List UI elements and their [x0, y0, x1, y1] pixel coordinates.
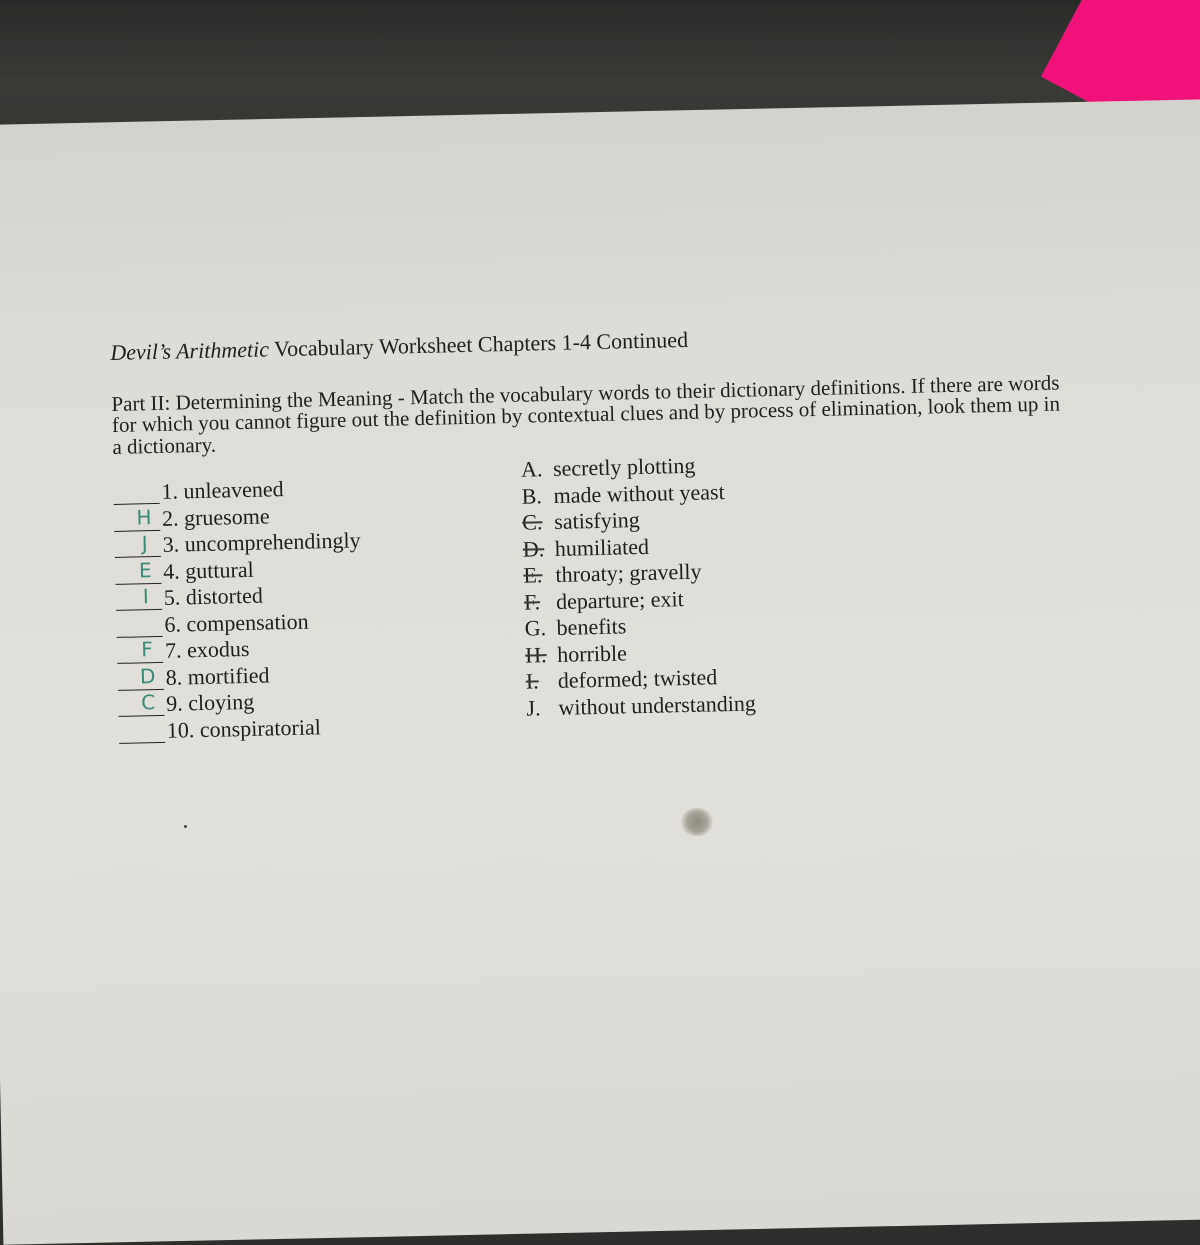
handwritten-answer: E	[138, 557, 152, 583]
handwritten-answer: D	[139, 663, 156, 689]
vocab-word: 4. guttural	[162, 556, 254, 584]
definition-text: humiliated	[554, 533, 650, 561]
vocab-word: 8. mortified	[165, 662, 270, 690]
pencil-dot	[184, 825, 187, 828]
handwritten-answer: C	[140, 690, 156, 715]
answer-blank[interactable]	[119, 742, 165, 744]
definition-letter: C.	[521, 509, 543, 535]
handwritten-answer	[129, 477, 157, 478]
definition-letter: I.	[525, 668, 539, 694]
definition-letter: D.	[522, 535, 545, 562]
definition-text: horrible	[556, 640, 628, 667]
vocab-word: 3. uncomprehendingly	[162, 527, 361, 558]
definition-text: deformed; twisted	[557, 664, 718, 694]
definition-text: throaty; gravelly	[555, 558, 702, 588]
vocab-word: 7. exodus	[164, 636, 250, 664]
definition-letter: E.	[523, 562, 543, 588]
definition-text: benefits	[556, 613, 627, 641]
vocab-word: 9. cloying	[165, 689, 255, 717]
vocab-word: 6. compensation	[164, 608, 309, 637]
handwritten-answer: I	[142, 584, 150, 609]
definition-letter: H.	[524, 641, 547, 668]
definition-text: satisfying	[553, 507, 641, 535]
handwritten-answer: J	[141, 531, 148, 556]
definition-letter: A.	[520, 456, 543, 482]
instructions: Part II: Determining the Meaning - Match the vocabulary words to their dictionary definitions. If there are words for which you cannot figure out the definition by contextual clues and by process of elimination, look them up in a dictionary.	[111, 370, 1061, 459]
definition-text: secretly plotting	[552, 452, 696, 482]
paper-smudge	[680, 808, 714, 836]
definition-letter: G.	[524, 615, 547, 641]
definition-letter: B.	[521, 482, 543, 509]
vocab-word: 2. gruesome	[161, 503, 270, 531]
handwritten-answer: F	[140, 637, 154, 662]
definition-letter: F.	[523, 589, 541, 615]
title-rest: Vocabulary Worksheet Chapters 1-4 Continued	[268, 326, 689, 362]
definition-text: without understanding	[558, 690, 757, 720]
definition-text: made without yeast	[553, 478, 725, 508]
vocab-word: 1. unleavened	[161, 476, 284, 505]
book-title: Devil’s Arithmetic	[110, 336, 270, 365]
definition-letter: J.	[526, 695, 541, 721]
worksheet-content	[110, 318, 1080, 780]
vocabulary-word-list	[113, 472, 499, 746]
definition-list	[521, 449, 887, 722]
matching-columns	[113, 452, 1080, 780]
definition-text: departure; exit	[555, 585, 684, 614]
vocab-word: 10. conspiratorial	[166, 714, 322, 743]
vocab-word: 5. distorted	[163, 582, 264, 611]
handwritten-answer: H	[136, 504, 152, 530]
